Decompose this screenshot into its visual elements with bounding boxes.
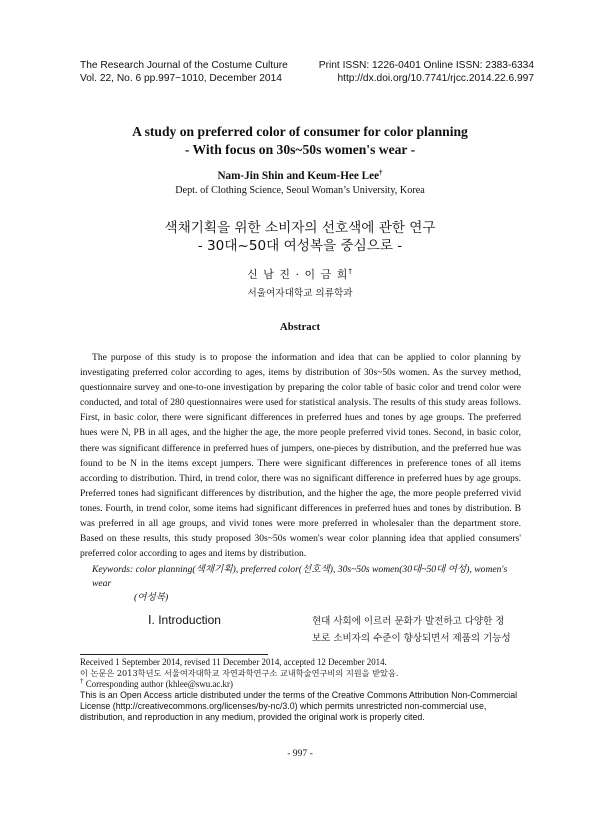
corresponding-author bbox=[80, 679, 525, 690]
keywords-line-2: (여성복) bbox=[134, 592, 169, 603]
author-dagger-ko: † bbox=[348, 267, 353, 276]
footnote-dagger: † bbox=[80, 677, 84, 686]
journal-header-right bbox=[319, 60, 534, 85]
intro-body-line-2: 보로 소비자의 수준이 향상되면서 제품의 기능성 bbox=[312, 633, 511, 644]
journal-volume: Vol. 22, No. 6 pp.997~1010, December 2014 bbox=[80, 72, 282, 84]
title-en-main: A study on preferred color of consumer for color planning bbox=[132, 124, 468, 139]
license-note: This is an Open Access article distributed under the terms of the Creative Commons Attribution Non-Commercial License (http://creativecommons.org/licenses/by-nc/3.0) which permits unrestricted non-commercial use, distribution, and reproduction in any medium, provided the original work is properly cited. bbox=[80, 690, 518, 722]
abstract-text: The purpose of this study is to propose the information and idea that can be applied to color planning by investigating preferred color according to ages, items by distribution of 30s~50s women. As the survey method, questionnaire survey and one-to-one investigation by preparing the color table of basic color and trend color were conducted, and total of 280 questionnaires were used for statistical analysis. The results of this study areas follows. First, in basic color, there were significant differences in preferred hues and tones by age groups. The preferred hues were N, PB in all ages, and the higher the age, the more people preferred vivid tones. Second, in basic color, there was significant difference in preferred hues of jumpers, one-pieces by distribution, and the preferred hue was found to be N in the items except jumpers. There were significant differences in preference tones of all items according to distribution. Third, in trend color, there was no significant difference in preferred hues by age groups. Preferred tones had significant differences by distribution, and the higher the age, the more people preferred vivid tones. Fourth, in trend color, some items had significant differences in preferred hues and tones by distribution. B was preferred in all age groups, and vivid tones were more preferred in wholesaler than the department store. Based on these results, this study proposed 30s~50s women's wear color planning idea that applied consumers' preferred color according to ages and items by distribution. bbox=[80, 352, 521, 560]
affiliation-ko: 서울여자대학교 의류학과 bbox=[247, 288, 353, 299]
intro-body-line-1: 현대 사회에 이르러 문화가 발전하고 다양한 정 bbox=[312, 616, 505, 627]
authors-ko-names: 신 남 진 · 이 금 희 bbox=[247, 268, 349, 281]
issn: Print ISSN: 1226-0401 Online ISSN: 2383-6334 bbox=[318, 60, 534, 71]
grant-note: 이 논문은 2013학년도 서울여자대학교 자연과학연구소 교내학술연구비의 지원을 받았음. bbox=[80, 668, 399, 678]
authors-en bbox=[0, 170, 600, 182]
section-heading-introduction: Ⅰ. Introduction bbox=[148, 613, 221, 627]
page-number: - 997 - bbox=[287, 748, 313, 759]
affiliation-en: Dept. of Clothing Science, Seoul Woman’s University, Korea bbox=[175, 185, 425, 196]
title-ko-main: 색채기획을 위한 소비자의 선호색에 관한 연구 bbox=[164, 220, 436, 236]
title-en-sub: - With focus on 30s~50s women's wear - bbox=[184, 142, 416, 157]
intro-body-ko bbox=[312, 613, 524, 647]
paper-title-en bbox=[0, 123, 600, 159]
authors-en-names: Nam-Jin Shin and Keum-Hee Lee bbox=[217, 170, 380, 182]
abstract-heading: Abstract bbox=[279, 321, 321, 333]
received-dates: Received 1 September 2014, revised 11 December 2014, accepted 12 December 2014. bbox=[80, 657, 387, 667]
authors-ko bbox=[0, 266, 600, 282]
keywords bbox=[92, 563, 520, 605]
corresponding-author-text: Corresponding author (khlee@swu.ac.kr) bbox=[85, 679, 233, 689]
doi-link[interactable]: http://dx.doi.org/10.7741/rjcc.2014.22.6.997 bbox=[337, 72, 534, 84]
footnotes bbox=[80, 657, 525, 723]
paper-title-ko bbox=[0, 219, 600, 255]
footnote-divider bbox=[80, 654, 268, 655]
title-ko-sub: - 30대~50대 여성복을 중심으로 - bbox=[197, 238, 403, 254]
author-dagger: † bbox=[379, 168, 383, 177]
keywords-line-1: Keywords: color planning(색채기획), preferred color(선호색), 30s~50s women(30대~50대 여성), women's wear bbox=[92, 564, 508, 589]
journal-header-left bbox=[80, 60, 288, 85]
journal-name: The Research Journal of the Costume Culture bbox=[80, 60, 288, 71]
